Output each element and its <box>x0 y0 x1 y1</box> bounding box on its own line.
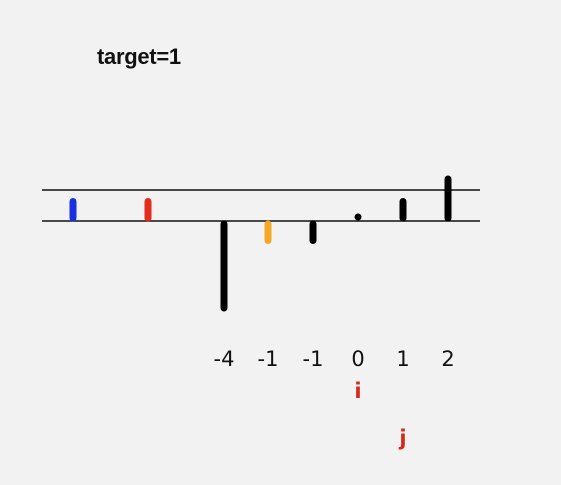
array-value-5: 2 <box>441 347 455 371</box>
pointer-j: j <box>399 426 407 450</box>
array-bar-3 <box>355 214 362 221</box>
target-label: target=1 <box>97 44 181 69</box>
array-value-4: 1 <box>396 347 410 371</box>
array-value-3: 0 <box>351 347 365 371</box>
array-value-2: -1 <box>302 347 324 371</box>
array-value-0: -4 <box>213 347 235 371</box>
array-value-1: -1 <box>257 347 279 371</box>
pointer-i: i <box>354 379 362 403</box>
